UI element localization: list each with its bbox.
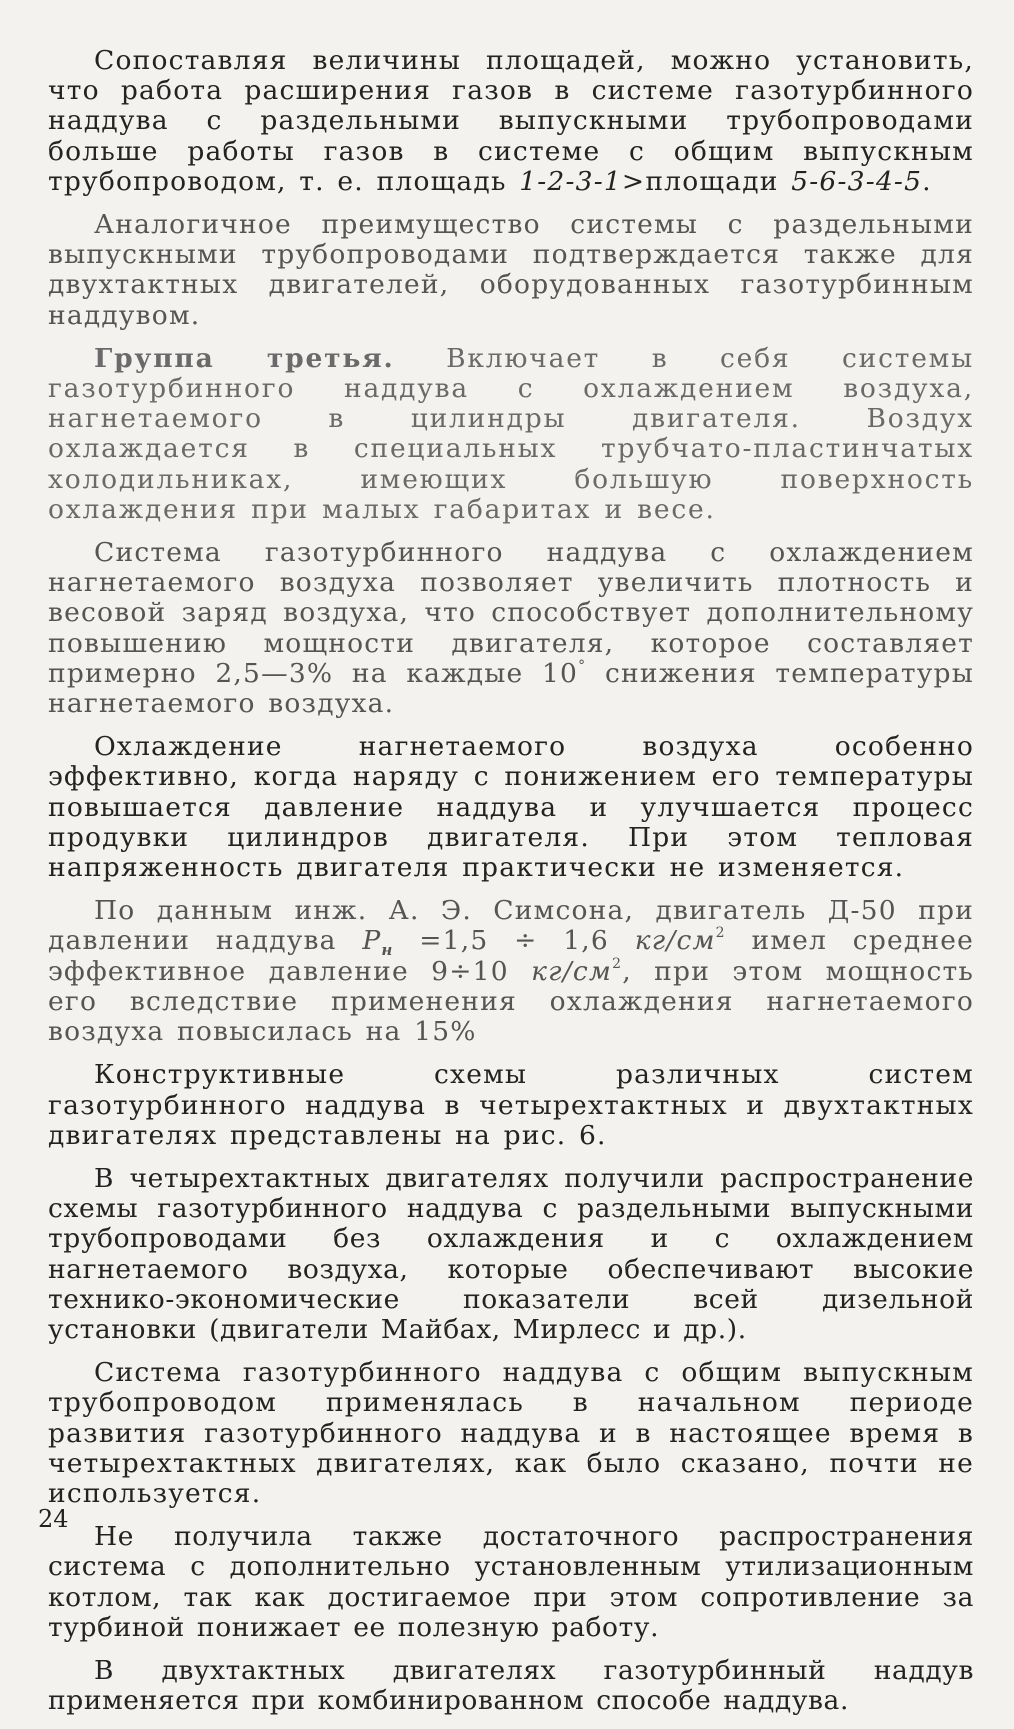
- unit-exponent: 2: [612, 955, 623, 972]
- paragraph-text: имел среднее эффективное давление 9÷10: [48, 925, 975, 987]
- paragraph-text: снижения температуры нагнетаемого воздуха.: [48, 657, 975, 720]
- degree-sign: °: [578, 657, 587, 674]
- paragraph-text: Охлаждение нагнетаемого воздуха особенно эффективно, когда наряду с понижением его температуры повышается давление наддува и улучшается процесс продувки цилиндров двигателя. При этом тепловая напряженность двигателя практически не изменяется.: [48, 731, 974, 884]
- paragraph-text: Включает в себя системы газотурбинного наддува с охлаждением воздуха, нагнетаемого в цилиндры двигателя. Воздух охлаждается в специальных трубчато-пластинчатых холодильниках, имеющих большую поверхность охлаждения при малых габаритах и весе.: [48, 342, 974, 525]
- unit-label: кг/см: [531, 955, 613, 987]
- paragraph-text: Не получила также достаточного распространения система с дополнительно установленным утилизационным котлом, так как достигаемое при этом сопротивление за турбиной понижает ее полезную работу.: [48, 1521, 974, 1643]
- greater-than-sign: >: [621, 165, 646, 197]
- paragraph-cooling-effect: [48, 732, 974, 883]
- paragraph-text: , при этом мощность его вследствие применения охлаждения нагнетаемого воздуха повысилась на 15%: [48, 955, 974, 1048]
- paragraph-two-stroke-advantage: [48, 210, 974, 331]
- paragraph-text: В двухтактных двигателях газотурбинный наддув применяется при комбинированном способе наддува.: [48, 1654, 974, 1717]
- area-label: 5-6-3-4-5: [791, 165, 923, 197]
- paragraph-common-exhaust: [48, 1358, 974, 1509]
- paragraph-text: площади: [645, 165, 779, 197]
- paragraph-text: По данным инж. А. Э. Симсона, двигатель Д-50 при давлении наддува: [48, 895, 974, 957]
- paragraph-area-comparison: [48, 46, 974, 197]
- area-label: 1-2-3-1: [519, 165, 622, 197]
- paragraph-text: .: [922, 165, 932, 197]
- page-body: [48, 46, 974, 1729]
- paragraph-text: Сопоставляя величины площадей, можно установить, что работа расширения газов в системе газотурбинного наддува с раздельными выпускными трубопроводами больше работы газов в системе с общим выпускным трубопроводом, т. е. площадь: [48, 45, 974, 197]
- paragraph-text: В четырехтактных двигателях получили распространение схемы газотурбинного наддува с раздельными выпускными трубопроводами без охлаждения и с охлаждением нагнетаемого воздуха, которые обеспечивают высокие технико-экономические показатели всей дизельной установки (двигатели Майбах, Мирлесс и др.).: [48, 1162, 974, 1345]
- pressure-symbol: P: [362, 925, 382, 957]
- unit-label: кг/см: [634, 925, 716, 957]
- paragraph-text: Аналогичное преимущество системы с раздельными выпускными трубопроводами подтверждается также для двухтактных двигателей, оборудованных газотурбинным наддувом.: [48, 209, 974, 331]
- paragraph-text: Конструктивные схемы различных систем газотурбинного наддува в четырехтактных и двухтактных двигателях представлены на рис. 6.: [48, 1059, 974, 1151]
- paragraph-cooling-system: [48, 538, 974, 719]
- paragraph-group-three: [48, 344, 974, 525]
- unit-exponent: 2: [715, 925, 726, 942]
- paragraph-simson-data: [48, 896, 974, 1047]
- pressure-subscript: н: [381, 941, 394, 960]
- paragraph-design-schemes: [48, 1060, 974, 1151]
- paragraph-utilization-boiler: [48, 1522, 974, 1643]
- paragraph-text: Система газотурбинного наддува с охлаждением нагнетаемого воздуха позволяет увеличить плотность и весовой заряд воздуха, что способствует дополнительному повышению мощности двигателя, которое составляет примерно 2,5—3% на каждые 10: [48, 537, 974, 689]
- paragraph-two-stroke: [48, 1656, 974, 1716]
- paragraph-text: Система газотурбинного наддува с общим выпускным трубопроводом применялась в начальном периоде развития газотурбинного наддува и в настоящее время в четырехтактных двигателях, как было сказано, почти не используется.: [48, 1357, 974, 1509]
- paragraph-text: =1,5 ÷ 1,6: [419, 925, 609, 957]
- page-number: 24: [38, 1505, 69, 1533]
- paragraph-four-stroke: [48, 1164, 974, 1345]
- group-heading: Группа третья.: [94, 342, 395, 374]
